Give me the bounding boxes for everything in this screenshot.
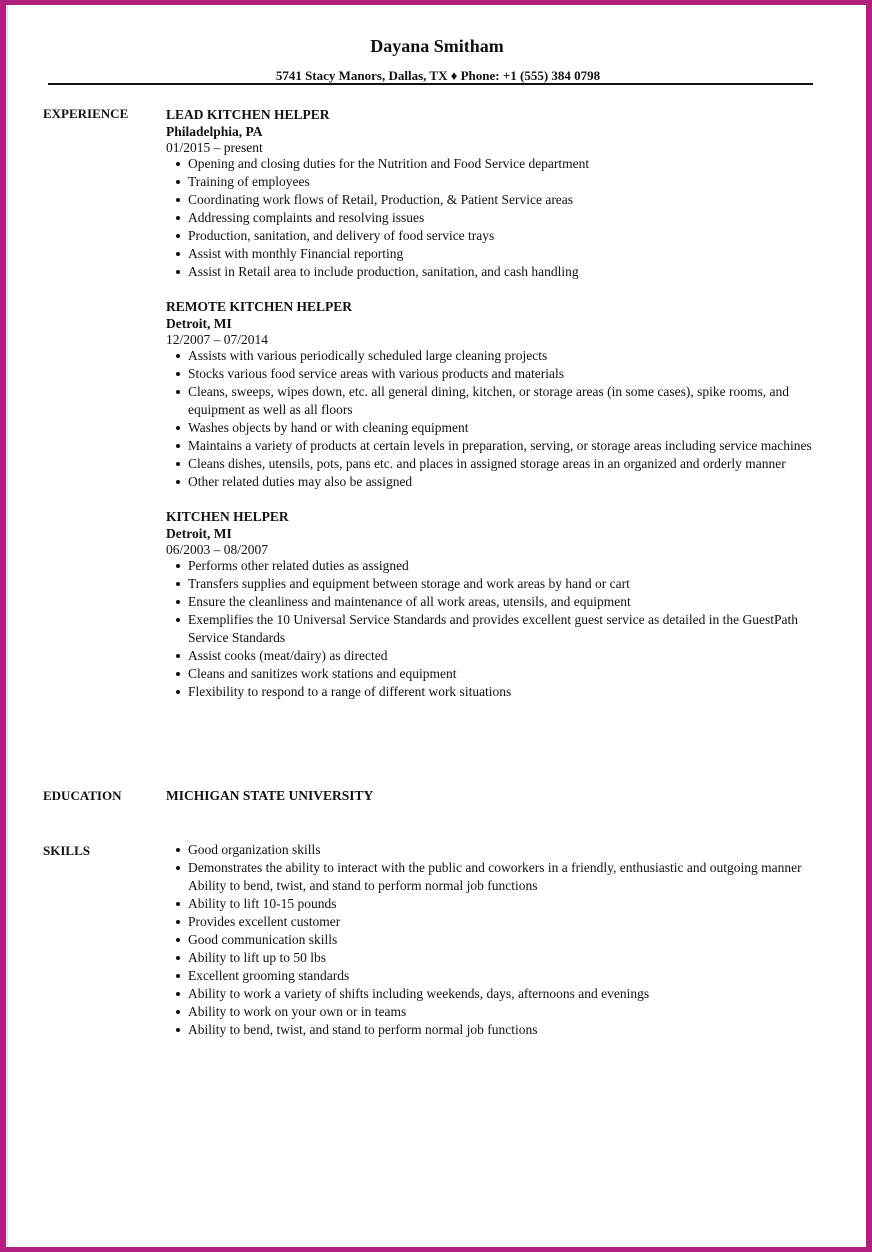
job-title: KITCHEN HELPER	[166, 509, 289, 524]
job-dates: 12/2007 – 07/2014	[166, 332, 269, 347]
contact-line: 5741 Stacy Manors, Dallas, TX ♦ Phone: +1 (555) 384 0798	[275, 68, 601, 83]
job-title: LEAD KITCHEN HELPER	[166, 107, 330, 122]
list-item: Maintains a variety of products at certain levels in preparation, serving, or storage areas including service machines	[188, 437, 826, 455]
list-item: Ability to lift up to 50 lbs	[188, 949, 826, 967]
education-section	[166, 788, 826, 804]
resume-header	[8, 35, 868, 84]
list-item: Opening and closing duties for the Nutrition and Food Service department	[188, 155, 826, 173]
experience-heading: EXPERIENCE	[43, 106, 129, 121]
list-item: Other related duties may also be assigned	[188, 473, 826, 491]
job-dates: 01/2015 – present	[166, 140, 263, 155]
list-item: Cleans dishes, utensils, pots, pans etc. and places in assigned storage areas in an organized and orderly manner	[188, 455, 826, 473]
list-item: Good organization skills	[188, 841, 826, 859]
list-item: Assist in Retail area to include production, sanitation, and cash handling	[188, 263, 826, 281]
job-entry	[166, 298, 826, 491]
list-item: Ensure the cleanliness and maintenance of all work areas, utensils, and equipment	[188, 593, 826, 611]
list-item: Excellent grooming standards	[188, 967, 826, 985]
list-item: Ability to work a variety of shifts including weekends, days, afternoons and evenings	[188, 985, 826, 1003]
list-item: Training of employees	[188, 173, 826, 191]
job-location: Philadelphia, PA	[166, 124, 263, 139]
list-item: Exemplifies the 10 Universal Service Standards and provides excellent guest service as detailed in the GuestPath Service Standards	[188, 611, 826, 647]
job-duties-list	[166, 347, 826, 491]
list-item: Addressing complaints and resolving issues	[188, 209, 826, 227]
list-item: Washes objects by hand or with cleaning equipment	[188, 419, 826, 437]
experience-section	[166, 106, 826, 718]
list-item: Assists with various periodically scheduled large cleaning projects	[188, 347, 826, 365]
list-item: Transfers supplies and equipment between storage and work areas by hand or cart	[188, 575, 826, 593]
school-name: MICHIGAN STATE UNIVERSITY	[166, 788, 374, 803]
list-item: Production, sanitation, and delivery of food service trays	[188, 227, 826, 245]
header-divider	[48, 83, 813, 85]
job-location: Detroit, MI	[166, 526, 232, 541]
job-location: Detroit, MI	[166, 316, 232, 331]
list-item: Cleans, sweeps, wipes down, etc. all general dining, kitchen, or storage areas (in some cases), spike rooms, and equipment as well as all floors	[188, 383, 826, 419]
list-item: Performs other related duties as assigned	[188, 557, 826, 575]
list-item: Assist with monthly Financial reporting	[188, 245, 826, 263]
list-item: Assist cooks (meat/dairy) as directed	[188, 647, 826, 665]
job-duties-list	[166, 155, 826, 281]
job-title: REMOTE KITCHEN HELPER	[166, 299, 353, 314]
skills-section	[166, 841, 826, 1039]
candidate-name: Dayana Smitham	[370, 36, 504, 56]
resume-page	[6, 5, 866, 1247]
education-heading: EDUCATION	[43, 788, 122, 803]
job-entry	[166, 106, 826, 281]
list-item: Coordinating work flows of Retail, Production, & Patient Service areas	[188, 191, 826, 209]
list-item: Demonstrates the ability to interact with the public and coworkers in a friendly, enthusiastic and outgoing manner Ability to bend, twist, and stand to perform normal job functions	[188, 859, 826, 895]
list-item: Flexibility to respond to a range of different work situations	[188, 683, 826, 701]
job-dates: 06/2003 – 08/2007	[166, 542, 269, 557]
job-entry	[166, 508, 826, 701]
list-item: Ability to lift 10-15 pounds	[188, 895, 826, 913]
list-item: Stocks various food service areas with various products and materials	[188, 365, 826, 383]
list-item: Cleans and sanitizes work stations and equipment	[188, 665, 826, 683]
list-item: Good communication skills	[188, 931, 826, 949]
list-item: Ability to work on your own or in teams	[188, 1003, 826, 1021]
skills-heading: SKILLS	[43, 843, 90, 858]
skills-list	[166, 841, 826, 1039]
list-item: Ability to bend, twist, and stand to perform normal job functions	[188, 1021, 826, 1039]
job-duties-list	[166, 557, 826, 701]
list-item: Provides excellent customer	[188, 913, 826, 931]
